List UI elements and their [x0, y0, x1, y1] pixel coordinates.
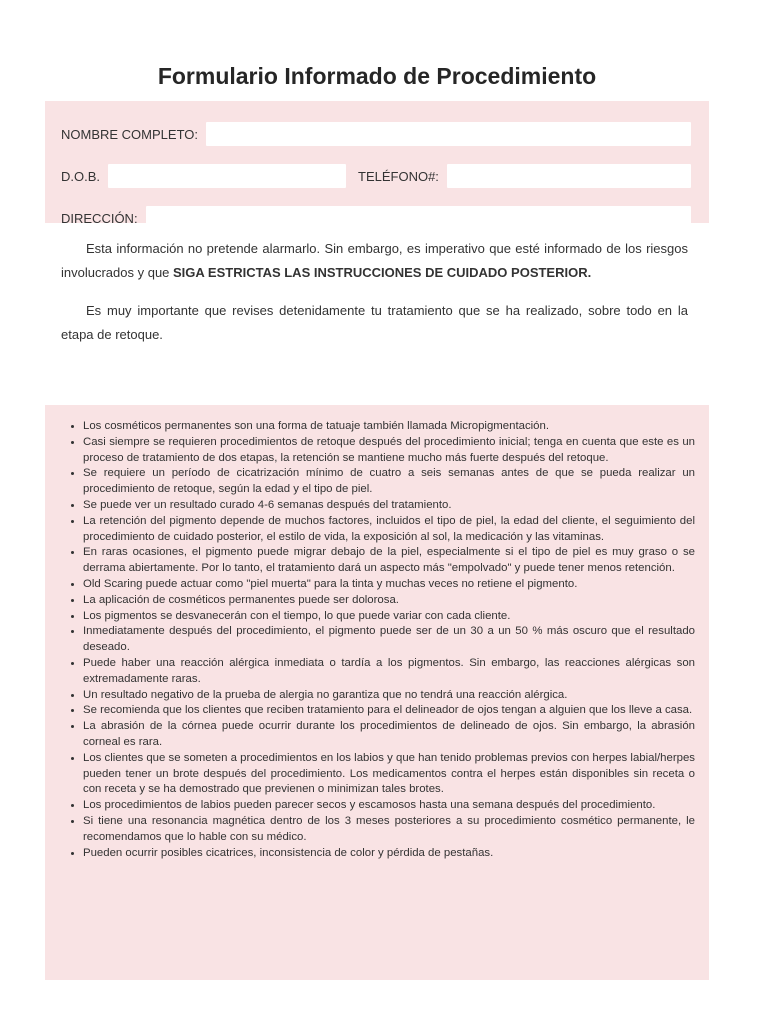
address-field[interactable]: [146, 206, 691, 230]
risk-list-item: • Los cosméticos permanentes son una forma de tatuaje también llamada Micropigmentación.: [83, 419, 695, 435]
intro-text-1: Esta información no pretende alarmarlo. Sin embargo, es imperativo que esté informado de los riesgos involucrados y que: [61, 241, 688, 280]
name-label: NOMBRE COMPLETO:: [61, 126, 199, 142]
risk-list-item: • Los procedimientos de labios pueden parecer secos y escamosos hasta una semana después del procedimiento.: [83, 798, 695, 814]
phone-field[interactable]: [447, 164, 691, 188]
dob-field[interactable]: [108, 164, 346, 188]
dob-label: D.O.B.: [61, 168, 101, 184]
risk-list-item: • Casi siempre se requieren procedimientos de retoque después del procedimiento inicial; tenga en cuenta que este es un proceso de tratamiento de dos etapas, la retención se mantiene mucho más fuerte después del retoque.: [83, 435, 695, 467]
risk-list-item: • Los pigmentos se desvanecerán con el tiempo, lo que puede variar con cada cliente.: [83, 609, 695, 625]
risk-list-item: • En raras ocasiones, el pigmento puede migrar debajo de la piel, especialmente si el tipo de piel es muy graso o se derrama abiertamente. Por lo tanto, el tratamiento dará un aspecto más "empolvado" y puede tener menos retención.: [83, 545, 695, 577]
form-title: Formulario Informado de Procedimiento: [157, 63, 597, 89]
intro-paragraph-2: [45, 299, 709, 347]
risk-list-item: • La aplicación de cosméticos permanentes puede ser dolorosa.: [83, 593, 695, 609]
consent-form-page: [45, 45, 709, 980]
risk-list-item: • La abrasión de la córnea puede ocurrir durante los procedimientos de delineado de ojos. Sin embargo, la abrasión corneal es rara.: [83, 719, 695, 751]
address-row: [61, 197, 691, 239]
intro-bold-instructions: SIGA ESTRICTAS LAS INSTRUCCIONES DE CUIDADO POSTERIOR.: [173, 265, 592, 280]
phone-label: TELÉFONO#:: [358, 168, 439, 184]
name-row: [61, 113, 691, 155]
risk-list-item: • Se recomienda que los clientes que reciben tratamiento para el delineador de ojos tengan a alguien que los lleve a casa.: [83, 703, 695, 719]
risk-list-item: • Un resultado negativo de la prueba de alergia no garantiza que no tendrá una reacción alérgica.: [83, 688, 695, 704]
risks-list-box: [45, 405, 709, 980]
risk-list-item: • Se puede ver un resultado curado 4-6 semanas después del tratamiento.: [83, 498, 695, 514]
intro-text-2: Es muy importante que revises detenidamente tu tratamiento que se ha realizado, sobre todo en la etapa de retoque.: [61, 303, 688, 342]
risk-list-item: • Inmediatamente después del procedimiento, el pigmento puede ser de un 30 a un 50 % más oscuro que el resultado deseado.: [83, 624, 695, 656]
risk-list-item: • Pueden ocurrir posibles cicatrices, inconsistencia de color y pérdida de pestañas.: [83, 846, 695, 862]
risk-list-item: • Puede haber una reacción alérgica inmediata o tardía a los pigmentos. Sin embargo, las reacciones alérgicas son extremadamente raras.: [83, 656, 695, 688]
risk-list-item: • La retención del pigmento depende de muchos factores, incluidos el tipo de piel, la edad del cliente, el seguimiento del procedimiento de cuidado posterior, el estilo de vida, la exposición al sol, la medicación y las vitaminas.: [83, 514, 695, 546]
risk-list-item: • Si tiene una resonancia magnética dentro de los 3 meses posteriores a su procedimiento cosmético permanente, le recomendamos que lo hable con su médico.: [83, 814, 695, 846]
dob-phone-row: [61, 155, 691, 197]
address-label: DIRECCIÓN:: [61, 210, 138, 226]
risk-list-item: • Los clientes que se someten a procedimientos en los labios y que han tenido problemas previos con herpes labial/herpes pueden tener un brote después del procedimiento. Los medicamentos contra el herpes están disponibles sin receta o con receta y se ha demostrado que previenen o minimizan tales brotes.: [83, 751, 695, 798]
intro-paragraph-1: [45, 237, 709, 285]
risks-list: [61, 419, 695, 861]
risk-list-item: • Se requiere un período de cicatrización mínimo de cuatro a seis semanas antes de que se pueda realizar un procedimiento de retoque, según la edad y el tipo de piel.: [83, 466, 695, 498]
name-field[interactable]: [206, 122, 691, 146]
risk-list-item: • Old Scaring puede actuar como "piel muerta" para la tinta y muchas veces no retiene el pigmento.: [83, 577, 695, 593]
personal-info-box: [45, 101, 709, 226]
